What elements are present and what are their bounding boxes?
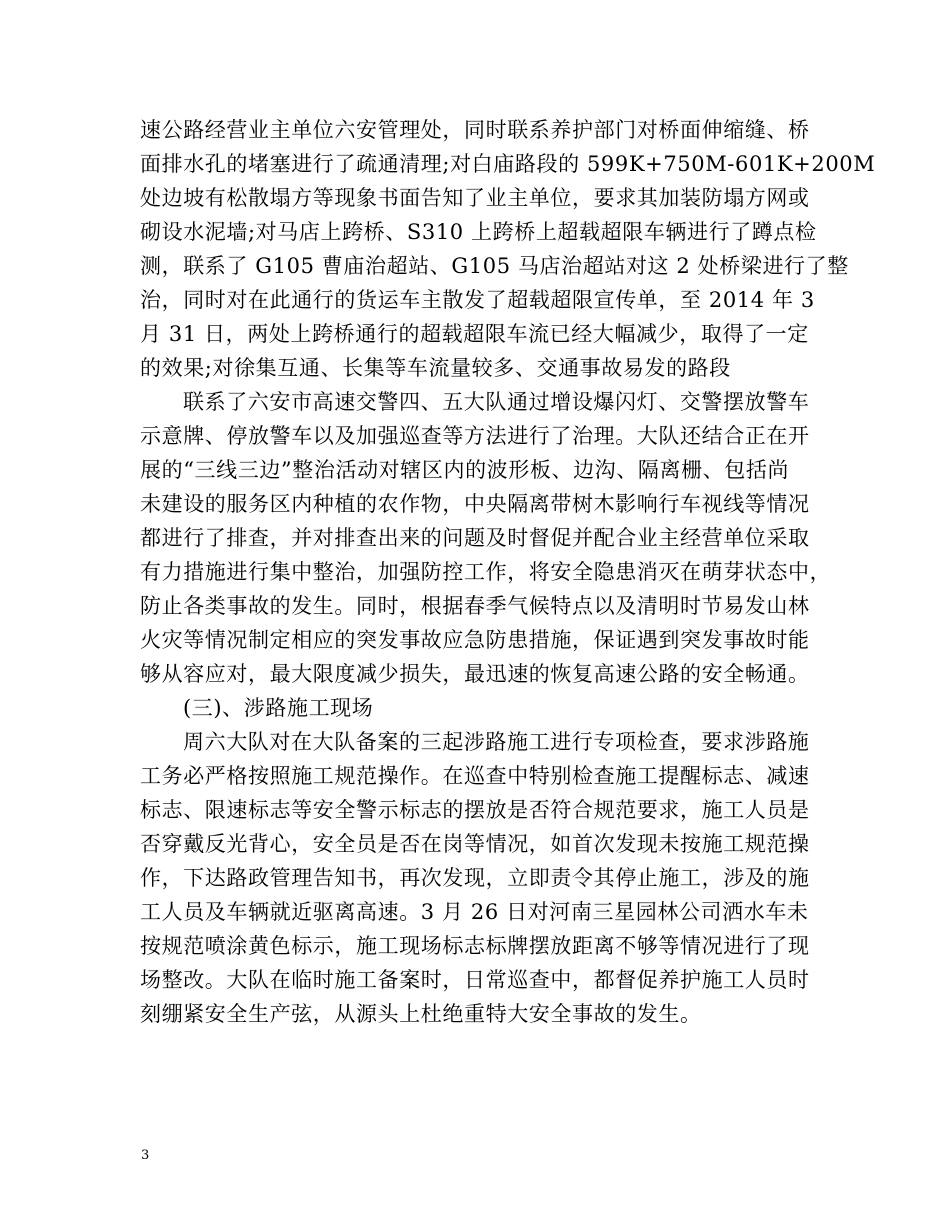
text-line: 测，联系了 G105 曹庙治超站、G105 马店治超站对这 2 处桥梁进行了整 — [140, 254, 849, 278]
text-line: 工人员及车辆就近驱离高速。3 月 26 日对河南三星园林公司洒水车未 — [140, 900, 809, 924]
text-line: 面排水孔的堵塞进行了疏通清理;对白庙路段的 599K+750M-601K+200M — [140, 152, 876, 176]
text-line: 火灾等情况制定相应的突发事故应急防患措施，保证遇到突发事故时能 — [140, 628, 810, 652]
text-line: 速公路经营业主单位六安管理处，同时联系养护部门对桥面伸缩缝、桥 — [140, 118, 810, 142]
text-line: 否穿戴反光背心，安全员是否在岗等情况，如首次发现未按施工规范操 — [140, 832, 810, 856]
text-line: 够从容应对，最大限度减少损失，最迅速的恢复高速公路的安全畅通。 — [140, 662, 810, 686]
text-line: 有力措施进行集中整治，加强防控工作，将安全隐患消灭在萌芽状态中， — [140, 560, 832, 584]
text-line: 治，同时对在此通行的货运车主散发了超载超限宣传单，至 2014 年 3 — [140, 288, 815, 312]
text-line: 的效果;对徐集互通、长集等车流量较多、交通事故易发的路段 — [140, 356, 731, 380]
text-line: 未建设的服务区内种植的农作物，中央隔离带树木影响行车视线等情况 — [140, 492, 810, 516]
text-line: 处边坡有松散塌方等现象书面告知了业主单位，要求其加装防塌方网或 — [140, 186, 810, 210]
paragraph-first-line: 联系了六安市高速交警四、五大队通过增设爆闪灯、交警摆放警车 — [183, 390, 810, 414]
text-line: 示意牌、停放警车以及加强巡查等方法进行了治理。大队还结合正在开 — [140, 424, 810, 448]
text-line: 月 31 日，两处上跨桥通行的超载超限车流已经大幅减少，取得了一定 — [140, 322, 809, 346]
section-heading: (三)、涉路施工现场 — [183, 696, 374, 720]
text-line: 标志、限速标志等安全警示标志的摆放是否符合规范要求，施工人员是 — [140, 798, 810, 822]
text-line: 按规范喷涂黄色标示，施工现场标志标牌摆放距离不够等情况进行了现 — [140, 934, 810, 958]
text-line: 刻绷紧安全生产弦，从源头上杜绝重特大安全事故的发生。 — [140, 1002, 702, 1026]
text-line: 都进行了排查，并对排查出来的问题及时督促并配合业主经营单位采取 — [140, 526, 810, 550]
text-line: 展的“三线三边”整治活动对辖区内的波形板、边沟、隔离栅、包括尚 — [140, 458, 790, 482]
paragraph-first-line: 周六大队对在大队备案的三起涉路施工进行专项检查，要求涉路施 — [183, 730, 810, 754]
text-line: 工务必严格按照施工规范操作。在巡查中特别检查施工提醒标志、减速 — [140, 764, 810, 788]
text-line: 砌设水泥墙;对马店上跨桥、S310 上跨桥上超载超限车辆进行了蹲点检 — [140, 220, 817, 244]
page-number: 3 — [141, 1148, 150, 1163]
text-line: 防止各类事故的发生。同时，根据春季气候特点以及清明时节易发山林 — [140, 594, 810, 618]
text-line: 作，下达路政管理告知书，再次发现，立即责令其停止施工，涉及的施 — [140, 866, 810, 890]
text-line: 场整改。大队在临时施工备案时，日常巡查中，都督促养护施工人员时 — [140, 968, 810, 992]
